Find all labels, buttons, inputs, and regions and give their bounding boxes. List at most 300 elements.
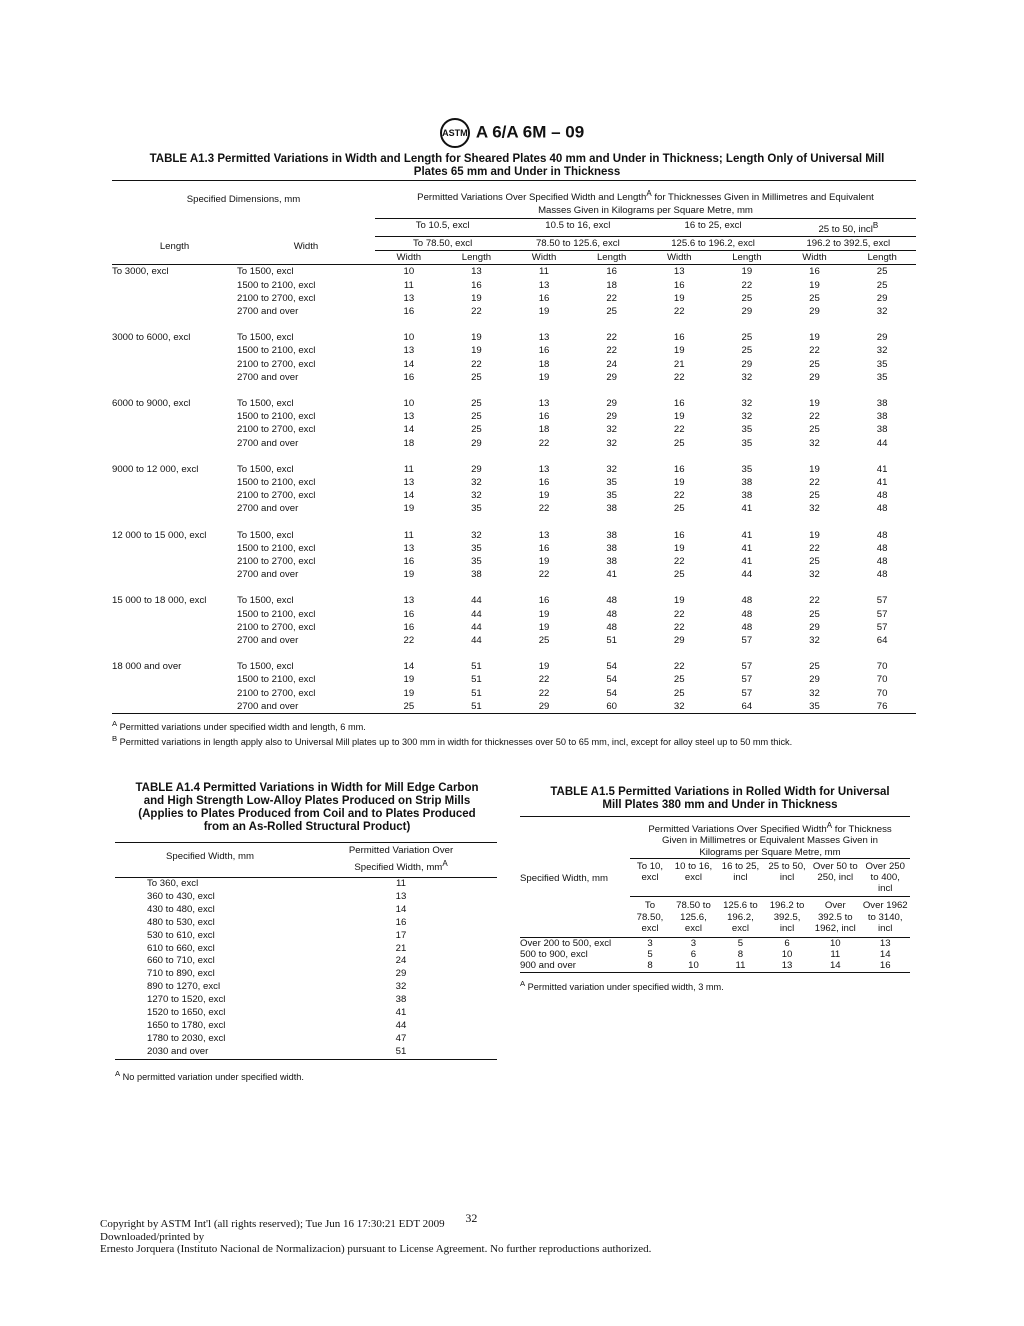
value-cell: 13 — [673, 266, 685, 278]
table-row — [112, 489, 916, 502]
value-cell: 16 — [538, 595, 550, 607]
table-row — [115, 943, 497, 956]
value-cell: 14 — [403, 358, 415, 370]
length-cell — [112, 502, 237, 515]
value-cell: 13 — [403, 292, 415, 304]
value-cell: 29 — [538, 700, 550, 712]
table-row — [115, 917, 497, 930]
length-cell — [112, 542, 237, 555]
thickness-head: Over 50 to 250, incl — [810, 858, 860, 897]
group-thickness-1: To 10.5, excl — [375, 218, 510, 236]
table-row — [112, 292, 916, 305]
value-cell: 32 — [809, 635, 820, 647]
width-cell: 2100 to 2700, excl — [237, 358, 316, 370]
table-a14 — [115, 842, 497, 1083]
length-column-header: Length — [159, 241, 190, 253]
value-cell: 13 — [538, 398, 550, 410]
value-cell: 41 — [741, 503, 753, 515]
value-cell: 32 — [606, 424, 617, 436]
value-cell: 19 — [538, 556, 550, 568]
table-a15 — [520, 816, 910, 993]
value-cell: 13 — [403, 595, 415, 607]
value-cell: 57 — [741, 661, 753, 673]
value-cell: 38 — [741, 490, 753, 502]
value-cell: 11 — [735, 960, 746, 972]
astm-logo-icon: ASTM — [440, 118, 470, 148]
value-cell: 25 — [809, 661, 820, 673]
value-cell: 44 — [471, 621, 482, 633]
value-cell: 25 — [471, 411, 482, 423]
value-cell: 16 — [403, 306, 415, 317]
value-cell: 11 — [396, 878, 406, 889]
width-cell: 2700 and over — [237, 635, 299, 647]
value-cell: 25 — [673, 674, 685, 686]
value-cell: 13 — [403, 477, 415, 489]
table-row — [112, 437, 916, 450]
value-cell: 48 — [876, 542, 888, 554]
table-row — [112, 673, 916, 686]
value-cell: 22 — [471, 358, 482, 370]
value-cell: 10 — [403, 398, 415, 410]
table-row — [115, 981, 497, 994]
value-cell: 35 — [471, 542, 482, 554]
table-row — [115, 891, 497, 904]
width-cell: To 1500, excl — [237, 332, 294, 344]
table-row — [115, 1007, 497, 1020]
value-cell: 5 — [647, 949, 653, 961]
width-cell: To 1500, excl — [237, 398, 294, 410]
value-cell: 19 — [673, 542, 685, 554]
value-cell: 16 — [395, 916, 407, 928]
table-row — [115, 1033, 497, 1046]
value-cell: 29 — [395, 968, 407, 980]
table-row — [520, 960, 910, 972]
value-cell: 70 — [876, 674, 888, 686]
value-cell: 22 — [809, 595, 820, 607]
value-cell: 32 — [741, 411, 753, 423]
length-cell — [112, 279, 237, 292]
table-row — [112, 265, 916, 279]
value-cell: 19 — [403, 687, 415, 699]
width-cell: 2700 and over — [237, 371, 299, 383]
value-cell: 32 — [809, 687, 820, 699]
value-cell: 11 — [830, 949, 841, 961]
value-cell: 22 — [538, 687, 550, 699]
value-cell: 25 — [876, 279, 888, 291]
value-cell: 10 — [829, 938, 841, 950]
table-row — [112, 371, 916, 384]
value-cell: 13 — [538, 332, 550, 344]
mass-head: Over 392.5 to 1962, incl — [814, 900, 856, 934]
document-header — [0, 118, 1024, 148]
value-cell: 32 — [606, 437, 617, 449]
value-cell: 29 — [606, 371, 617, 383]
group-mass-1: To 78.50, excl — [375, 236, 510, 250]
value-cell: 48 — [876, 569, 888, 581]
value-cell: 32 — [741, 398, 753, 410]
width-cell: 430 to 480, excl — [147, 903, 215, 915]
value-cell: 6 — [784, 938, 790, 950]
value-cell: 38 — [395, 994, 407, 1006]
thickness-head: 16 to 25, incl — [717, 858, 764, 897]
value-cell: 22 — [673, 306, 685, 317]
width-cell: 480 to 530, excl — [147, 916, 215, 928]
length-cell — [112, 687, 237, 700]
value-cell: 22 — [673, 661, 685, 673]
width-cell: 2100 to 2700, excl — [237, 424, 316, 436]
length-cell — [112, 608, 237, 621]
value-cell: 57 — [741, 635, 753, 647]
value-cell: 32 — [809, 503, 820, 515]
length-cell — [112, 305, 237, 318]
value-cell: 22 — [673, 371, 685, 383]
width-cell: 890 to 1270, excl — [147, 981, 221, 993]
value-cell: 29 — [471, 463, 482, 475]
table-row — [112, 410, 916, 423]
page-number: 32 — [465, 1211, 478, 1225]
value-cell: 3 — [690, 938, 697, 950]
width-cell: 1500 to 2100, excl — [237, 477, 316, 489]
table-row — [115, 955, 497, 968]
value-cell: 44 — [471, 595, 482, 607]
value-cell: 11 — [403, 529, 414, 541]
value-cell: 25 — [809, 424, 820, 436]
length-cell — [112, 634, 237, 647]
value-cell: 16 — [673, 529, 685, 541]
width-cell: To 1500, excl — [237, 463, 294, 475]
mass-head: 125.6 to 196.2, excl — [723, 900, 758, 934]
table-a14-title: TABLE A1.4 Permitted Variations in Width for Mill Edge Carbon and High Strength Low-Alloy Plates Produced on Strip Mills (Applies to Plates Produced from Coil and to Plates Produced from an As-Rolled Structural Product) — [135, 782, 479, 833]
table-row — [112, 568, 916, 581]
table-row — [520, 949, 910, 960]
value-cell: 19 — [471, 345, 482, 357]
table-row — [112, 344, 916, 357]
t5-col-width: Specified Width, mm — [520, 873, 608, 884]
value-cell: 32 — [471, 477, 482, 489]
value-cell: 14 — [403, 661, 415, 673]
value-cell: 44 — [395, 1019, 407, 1031]
value-cell: 41 — [741, 529, 753, 541]
length-cell — [112, 292, 237, 305]
value-cell: 48 — [606, 595, 617, 607]
value-cell: 13 — [879, 938, 891, 950]
value-cell: 13 — [403, 345, 415, 357]
value-cell: 38 — [606, 529, 617, 541]
value-cell: 22 — [538, 437, 550, 449]
value-cell: 48 — [741, 595, 753, 607]
document-designation: A 6/A 6M – 09 — [475, 122, 585, 142]
value-cell: 54 — [606, 661, 617, 673]
group-thickness-2: 10.5 to 16, excl — [510, 218, 645, 236]
table-row — [115, 904, 497, 917]
width-cell: 900 and over — [520, 960, 577, 972]
value-cell: 14 — [395, 903, 407, 915]
value-cell: 70 — [876, 661, 888, 673]
value-cell: 13 — [395, 890, 407, 902]
value-cell: 25 — [471, 398, 482, 410]
value-cell: 21 — [673, 358, 685, 370]
width-cell: 1500 to 2100, excl — [237, 411, 316, 423]
value-cell: 19 — [538, 306, 550, 317]
table-row — [112, 687, 916, 700]
width-cell: To 1500, excl — [237, 595, 294, 607]
value-cell: 35 — [471, 556, 482, 568]
value-cell: 29 — [741, 358, 753, 370]
table-row — [112, 608, 916, 621]
thickness-head: Over 250 to 400, incl — [860, 858, 910, 897]
value-cell: 41 — [741, 542, 753, 554]
width-cell: 2100 to 2700, excl — [237, 621, 316, 633]
width-cell: 360 to 430, excl — [147, 890, 215, 902]
value-cell: 38 — [876, 398, 888, 410]
value-cell: 25 — [673, 437, 685, 449]
value-cell: 11 — [403, 463, 414, 475]
value-cell: 32 — [876, 345, 888, 357]
value-cell: 38 — [606, 542, 617, 554]
table-row — [112, 660, 916, 673]
table-row — [112, 423, 916, 436]
width-cell: To 1500, excl — [237, 661, 294, 673]
value-cell: 29 — [876, 292, 888, 304]
sub-length-3: Length — [732, 252, 762, 264]
value-cell: 5 — [737, 938, 744, 950]
value-cell: 22 — [606, 292, 617, 304]
value-cell: 19 — [673, 595, 685, 607]
value-cell: 44 — [471, 608, 482, 620]
length-cell — [112, 621, 237, 634]
value-cell: 29 — [876, 332, 888, 344]
value-cell: 41 — [741, 556, 753, 568]
width-cell: 2100 to 2700, excl — [237, 292, 316, 304]
value-cell: 47 — [395, 1032, 407, 1044]
value-cell: 19 — [471, 292, 482, 304]
table-a13-footnote-a: $^A$ Permitted variations under specified width and length, 6 mm. — [112, 719, 366, 733]
value-cell: 32 — [673, 700, 685, 712]
value-cell: 48 — [741, 608, 753, 620]
block-spacer — [112, 647, 916, 660]
value-cell: 35 — [876, 371, 888, 383]
value-cell: 19 — [809, 279, 820, 291]
block-spacer — [112, 384, 916, 397]
value-cell: 19 — [809, 332, 820, 344]
table-row — [112, 700, 916, 714]
table-row — [112, 555, 916, 568]
value-cell: 48 — [876, 490, 888, 502]
table-row — [115, 1020, 497, 1033]
table-a13 — [112, 180, 916, 748]
value-cell: 19 — [809, 463, 820, 475]
width-cell: 530 to 610, excl — [147, 929, 215, 941]
table-row — [115, 994, 497, 1007]
table-row — [112, 476, 916, 489]
width-cell: 660 to 710, excl — [147, 955, 215, 967]
value-cell: 22 — [606, 332, 617, 344]
value-cell: 13 — [538, 463, 550, 475]
value-cell: 48 — [876, 529, 888, 541]
table-row — [115, 878, 497, 891]
width-cell: 1500 to 2100, excl — [237, 345, 316, 357]
width-cell: 2700 and over — [237, 569, 299, 581]
width-cell: 1500 to 2100, excl — [237, 279, 316, 291]
value-cell: 54 — [606, 687, 617, 699]
value-cell: 44 — [471, 635, 482, 647]
t4-col-width: Specified Width, mm — [166, 851, 254, 862]
sub-width-2: Width — [531, 252, 557, 264]
value-cell: 19 — [741, 266, 753, 278]
value-cell: 51 — [471, 674, 482, 686]
value-cell: 38 — [876, 424, 888, 436]
value-cell: 41 — [395, 1007, 407, 1019]
value-cell: 25 — [538, 635, 550, 647]
group-thickness-3: 16 to 25, excl — [645, 218, 780, 236]
width-cell: 1500 to 2100, excl — [237, 674, 316, 686]
value-cell: 10 — [781, 949, 793, 961]
value-cell: 10 — [403, 266, 415, 278]
value-cell: 35 — [471, 503, 482, 515]
value-cell: 19 — [403, 569, 415, 581]
value-cell: 16 — [403, 621, 415, 633]
sub-width-1: Width — [396, 252, 422, 264]
value-cell: 32 — [741, 371, 753, 383]
value-cell: 48 — [606, 621, 617, 633]
value-cell: 22 — [538, 503, 550, 515]
downloaded-line: Downloaded/printed by — [100, 1230, 205, 1243]
table-row — [112, 463, 916, 476]
group-mass-4: 196.2 to 392.5, excl — [781, 236, 916, 250]
value-cell: 22 — [809, 345, 820, 357]
value-cell: 3 — [647, 938, 653, 950]
value-cell: 22 — [606, 345, 617, 357]
value-cell: 25 — [673, 569, 685, 581]
value-cell: 16 — [673, 398, 685, 410]
value-cell: 51 — [471, 687, 482, 699]
value-cell: 38 — [741, 477, 753, 489]
table-a13-title: TABLE A1.3 Permitted Variations in Width and Length for Sheared Plates 40 mm and Under in Thickness; Length Only of Universal Mill Plates 65 mm and Under in Thickness — [149, 153, 885, 178]
sub-length-2: Length — [596, 252, 627, 264]
value-cell: 22 — [809, 542, 820, 554]
value-cell: 25 — [673, 503, 685, 515]
length-cell — [112, 371, 237, 384]
value-cell: 29 — [809, 306, 820, 317]
thickness-head: To 10, excl — [630, 858, 670, 897]
mass-head: Over 1962 to 3140, incl — [862, 900, 908, 934]
value-cell: 8 — [647, 960, 653, 972]
value-cell: 16 — [673, 332, 685, 344]
value-cell: 51 — [395, 1045, 407, 1057]
value-cell: 13 — [538, 279, 550, 291]
value-cell: 32 — [809, 437, 820, 449]
value-cell: 60 — [606, 700, 617, 712]
group-mass-2: 78.50 to 125.6, excl — [510, 236, 645, 250]
value-cell: 13 — [538, 529, 550, 541]
mass-head: 196.2 to 392.5, incl — [769, 900, 805, 934]
value-cell: 19 — [403, 674, 415, 686]
value-cell: 51 — [606, 635, 617, 647]
width-cell: 2700 and over — [237, 306, 299, 317]
length-cell: To 3000, excl — [112, 266, 169, 278]
table-a15-footnote: $^A$ Permitted variation under specified width, 3 mm. — [520, 978, 724, 992]
group-thickness-4: 25 to 50, incl$^B$ — [781, 218, 916, 236]
table-row — [115, 930, 497, 943]
value-cell: 41 — [606, 569, 617, 581]
sub-width-4: Width — [802, 252, 827, 264]
value-cell: 44 — [876, 437, 888, 449]
length-cell — [112, 423, 237, 436]
value-cell: 64 — [741, 700, 753, 712]
value-cell: 25 — [809, 292, 820, 304]
value-cell: 16 — [673, 279, 685, 291]
length-cell — [112, 700, 237, 714]
value-cell: 41 — [876, 463, 888, 475]
value-cell: 25 — [741, 345, 753, 357]
length-cell — [112, 476, 237, 489]
length-cell: 15 000 to 18 000, excl — [112, 595, 207, 607]
table-row — [112, 542, 916, 555]
length-cell — [112, 437, 237, 450]
table-row — [112, 397, 916, 410]
page-footer — [100, 1211, 800, 1256]
width-cell: 2700 and over — [237, 700, 299, 712]
length-cell — [112, 555, 237, 568]
value-cell: 14 — [829, 960, 841, 972]
value-cell: 19 — [538, 608, 550, 620]
value-cell: 25 — [809, 490, 820, 502]
value-cell: 14 — [403, 490, 415, 502]
sub-width-3: Width — [666, 252, 692, 264]
width-cell: 1780 to 2030, excl — [147, 1032, 226, 1044]
width-cell: 2700 and over — [237, 437, 299, 449]
block-spacer — [112, 450, 916, 463]
table-row — [112, 358, 916, 371]
length-cell — [112, 358, 237, 371]
value-cell: 32 — [471, 529, 482, 541]
t4-col-permitted: Permitted Variation Over Specified Width, $mm^A$ — [348, 845, 454, 874]
value-cell: 44 — [741, 569, 753, 581]
value-cell: 25 — [809, 358, 820, 370]
value-cell: 25 — [809, 608, 820, 620]
value-cell: 22 — [673, 621, 685, 633]
value-cell: 19 — [673, 411, 685, 423]
value-cell: 10 — [403, 332, 415, 344]
value-cell: 38 — [606, 556, 617, 568]
value-cell: 29 — [673, 635, 685, 647]
value-cell: 70 — [876, 687, 888, 699]
value-cell: 32 — [395, 981, 407, 993]
value-cell: 25 — [809, 556, 820, 568]
value-cell: 35 — [741, 437, 753, 449]
value-cell: 16 — [471, 279, 482, 291]
value-cell: 6 — [690, 949, 697, 961]
width-cell: 1500 to 2100, excl — [237, 542, 316, 554]
value-cell: 19 — [471, 332, 482, 344]
table-row — [520, 938, 910, 950]
value-cell: 22 — [673, 608, 685, 620]
value-cell: 57 — [876, 621, 888, 633]
value-cell: 18 — [538, 358, 550, 370]
value-cell: 32 — [876, 306, 888, 317]
value-cell: 22 — [403, 635, 415, 647]
value-cell: 21 — [395, 942, 407, 954]
value-cell: 57 — [741, 674, 753, 686]
value-cell: 29 — [809, 674, 820, 686]
value-cell: 22 — [471, 306, 482, 317]
value-cell: 19 — [809, 398, 820, 410]
width-cell: Over 200 to 500, excl — [520, 938, 612, 950]
value-cell: 32 — [809, 569, 820, 581]
width-column-header: Width — [293, 241, 319, 253]
length-cell — [112, 344, 237, 357]
value-cell: 16 — [538, 345, 550, 357]
